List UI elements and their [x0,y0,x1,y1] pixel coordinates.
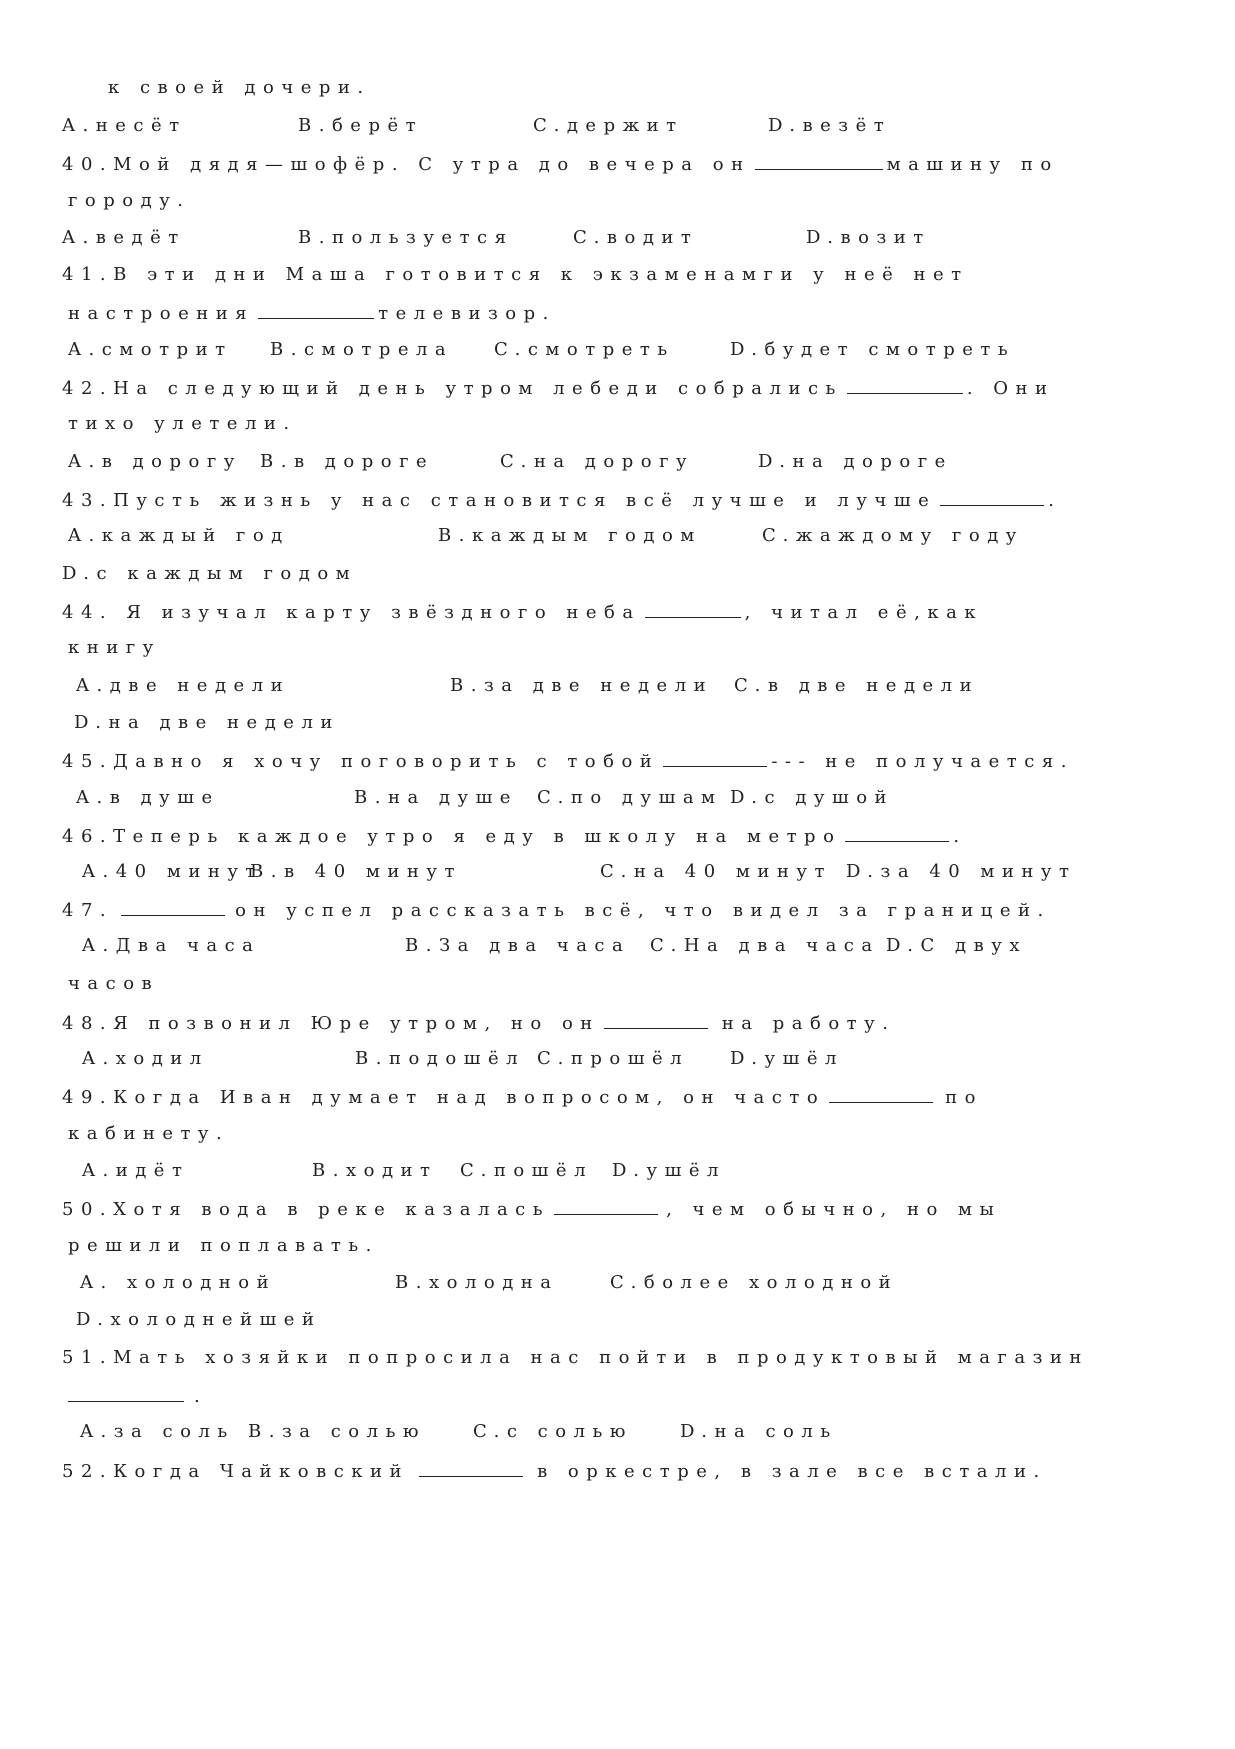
question-51-option-d: D.на соль [680,1421,838,1442]
question-41-option-b: B.смотрела [270,339,454,360]
question-44-option-a: A.две недели [76,675,291,696]
question-44-continuation: книгу [68,637,161,658]
question-49-continuation: кабинету. [68,1123,230,1144]
question-45-option-c: C.по душам [537,787,723,808]
question-45-text: 45.Давно я хочу поговорить с тобой [62,751,660,772]
question-48-stem [62,1010,895,1036]
question-45-stem [62,748,1074,774]
question-42-text: 42.На следующий день утром лебеди собрались [62,378,843,399]
question-41-option-d: D.будет смотреть [730,339,1016,360]
question-40-text-end: машину по [886,154,1059,175]
question-46-option-a: A.40 минут [82,861,263,882]
question-46-option-d: D.за 40 минут [846,861,1077,882]
question-46-option-c: C.на 40 минут [600,861,832,882]
question-40-text: 40.Мой дядя—шофёр. С утра до вечера он [62,154,751,175]
question-51-option-a: A.за соль [80,1421,235,1442]
question-46-text: 46.Теперь каждое утро я еду в школу на метро [62,826,842,847]
question-48-option-d: D.ушёл [730,1048,844,1069]
question-52-text: 52.Когда Чайковский [62,1461,410,1482]
question-40-continuation: городу. [68,190,191,211]
question-48-option-a: A.ходил [82,1048,209,1069]
answer-blank [258,300,374,319]
question-42-option-a: A.в дорогу [68,451,242,472]
answer-blank [645,599,741,618]
question-51-option-b: B.за солью [248,1421,427,1442]
question-39-option-c: C.держит [533,115,684,136]
question-47-number: 47. [62,900,114,921]
question-41-option-a: A.смотрит [68,339,233,360]
question-47-option-b: B.За два часа [405,935,631,956]
answer-blank [663,748,767,767]
question-43-option-b: B.каждым годом [438,525,702,546]
question-42-option-c: C.на дорогу [500,451,695,472]
question-45-option-d: D.с душой [730,787,895,808]
question-46-stem [62,823,967,849]
question-49-text-end: по [945,1087,984,1108]
question-41-option-c: C.смотреть [494,339,675,360]
question-41-text: настроения [68,303,255,324]
answer-blank [68,1383,184,1402]
question-41-text-end: телевизор. [378,303,556,324]
question-43-text-end: . [1048,490,1062,511]
question-42-option-b: B.в дороге [260,451,435,472]
answer-blank [847,375,963,394]
question-49-option-c: C.пошёл [460,1160,594,1181]
question-50-stem [62,1196,1001,1222]
question-39-option-d: D.везёт [768,115,892,136]
answer-blank [121,897,225,916]
question-51-text-end: . [194,1386,208,1407]
question-40-option-a: A.ведёт [62,227,186,248]
question-48-option-b: B.подошёл [355,1048,526,1069]
question-42-option-d: D.на дороге [758,451,953,472]
question-39-option-a: A.несёт [62,115,187,136]
answer-blank [755,151,883,170]
question-48-text-end: на работу. [721,1013,896,1034]
question-43-text: 43.Пусть жизнь у нас становится всё лучше и лучше [62,490,937,511]
question-42-stem [62,375,1055,401]
question-40-option-b: B.пользуется [298,227,514,248]
answer-blank [554,1196,658,1215]
question-50-option-c: C.более холодной [610,1272,899,1293]
question-47-stem [62,897,1051,923]
question-40-option-c: C.водит [573,227,699,248]
answer-blank [604,1010,708,1029]
question-42-text-end: . Они [966,378,1055,399]
question-43-option-a: A.каждый год [68,525,290,546]
question-41-continuation [68,300,556,326]
question-40-stem [62,151,1059,177]
question-45-option-a: A.в душе [76,787,220,808]
question-44-option-c: C.в две недели [734,675,980,696]
question-52-text-end: в оркестре, в зале все встали. [537,1461,1047,1482]
question-49-option-d: D.ушёл [612,1160,726,1181]
question-43-option-d: D.с каждым годом [62,563,358,584]
question-47-continuation: часов [68,973,160,994]
question-44-option-b: B.за две недели [450,675,714,696]
question-50-option-d: D.холоднейшей [76,1309,322,1330]
answer-blank [419,1458,523,1477]
question-49-stem [62,1084,983,1110]
question-47-text: он успел рассказать всё, что видел за границей. [235,900,1051,921]
question-50-text: 50.Хотя вода в реке казалась [62,1199,551,1220]
question-39-continuation: к своей дочери. [108,77,371,98]
question-49-option-b: B.ходит [312,1160,438,1181]
question-39-option-b: B.берёт [298,115,424,136]
question-47-option-c: C.На два часа [650,935,880,956]
answer-blank [845,823,949,842]
question-49-text: 49.Когда Иван думает над вопросом, он часто [62,1087,826,1108]
question-49-option-a: A.идёт [82,1160,190,1181]
question-44-text-end: , читал её,как [744,602,984,623]
question-43-option-c: C.жаждому году [762,525,1024,546]
question-45-option-b: B.на душе [354,787,518,808]
question-51-continuation [68,1383,207,1409]
question-50-text-end: , чем обычно, но мы [666,1199,1002,1220]
question-47-option-a: A.Два часа [82,935,261,956]
question-42-continuation: тихо улетели. [68,413,297,434]
question-46-option-b: B.в 40 минут [250,861,462,882]
question-50-option-b: B.холодна [395,1272,559,1293]
question-43-stem [62,487,1061,513]
answer-blank [940,487,1044,506]
question-51-option-c: C.с солью [473,1421,633,1442]
question-51-stem: 51.Мать хозяйки попросила нас пойти в продуктовый магазин [62,1347,1089,1368]
question-47-option-d: D.С двух [886,935,1027,956]
question-46-text-end: . [953,826,967,847]
question-48-text: 48.Я позвонил Юре утром, но он [62,1013,600,1034]
question-50-continuation: решили поплавать. [68,1235,379,1256]
question-45-text-end: --- не получается. [771,751,1074,772]
answer-blank [829,1084,933,1103]
question-40-option-d: D.возит [806,227,931,248]
question-44-stem [62,599,983,625]
question-44-text: 44. Я изучал карту звёздного неба [62,602,641,623]
question-41-stem: 41.В эти дни Маша готовится к экзаменамги у неё нет [62,264,969,285]
question-50-option-a: A. холодной [80,1272,277,1293]
question-52-stem [62,1458,1047,1484]
question-48-option-c: C.прошёл [537,1048,690,1069]
question-44-option-d: D.на две недели [74,712,340,733]
